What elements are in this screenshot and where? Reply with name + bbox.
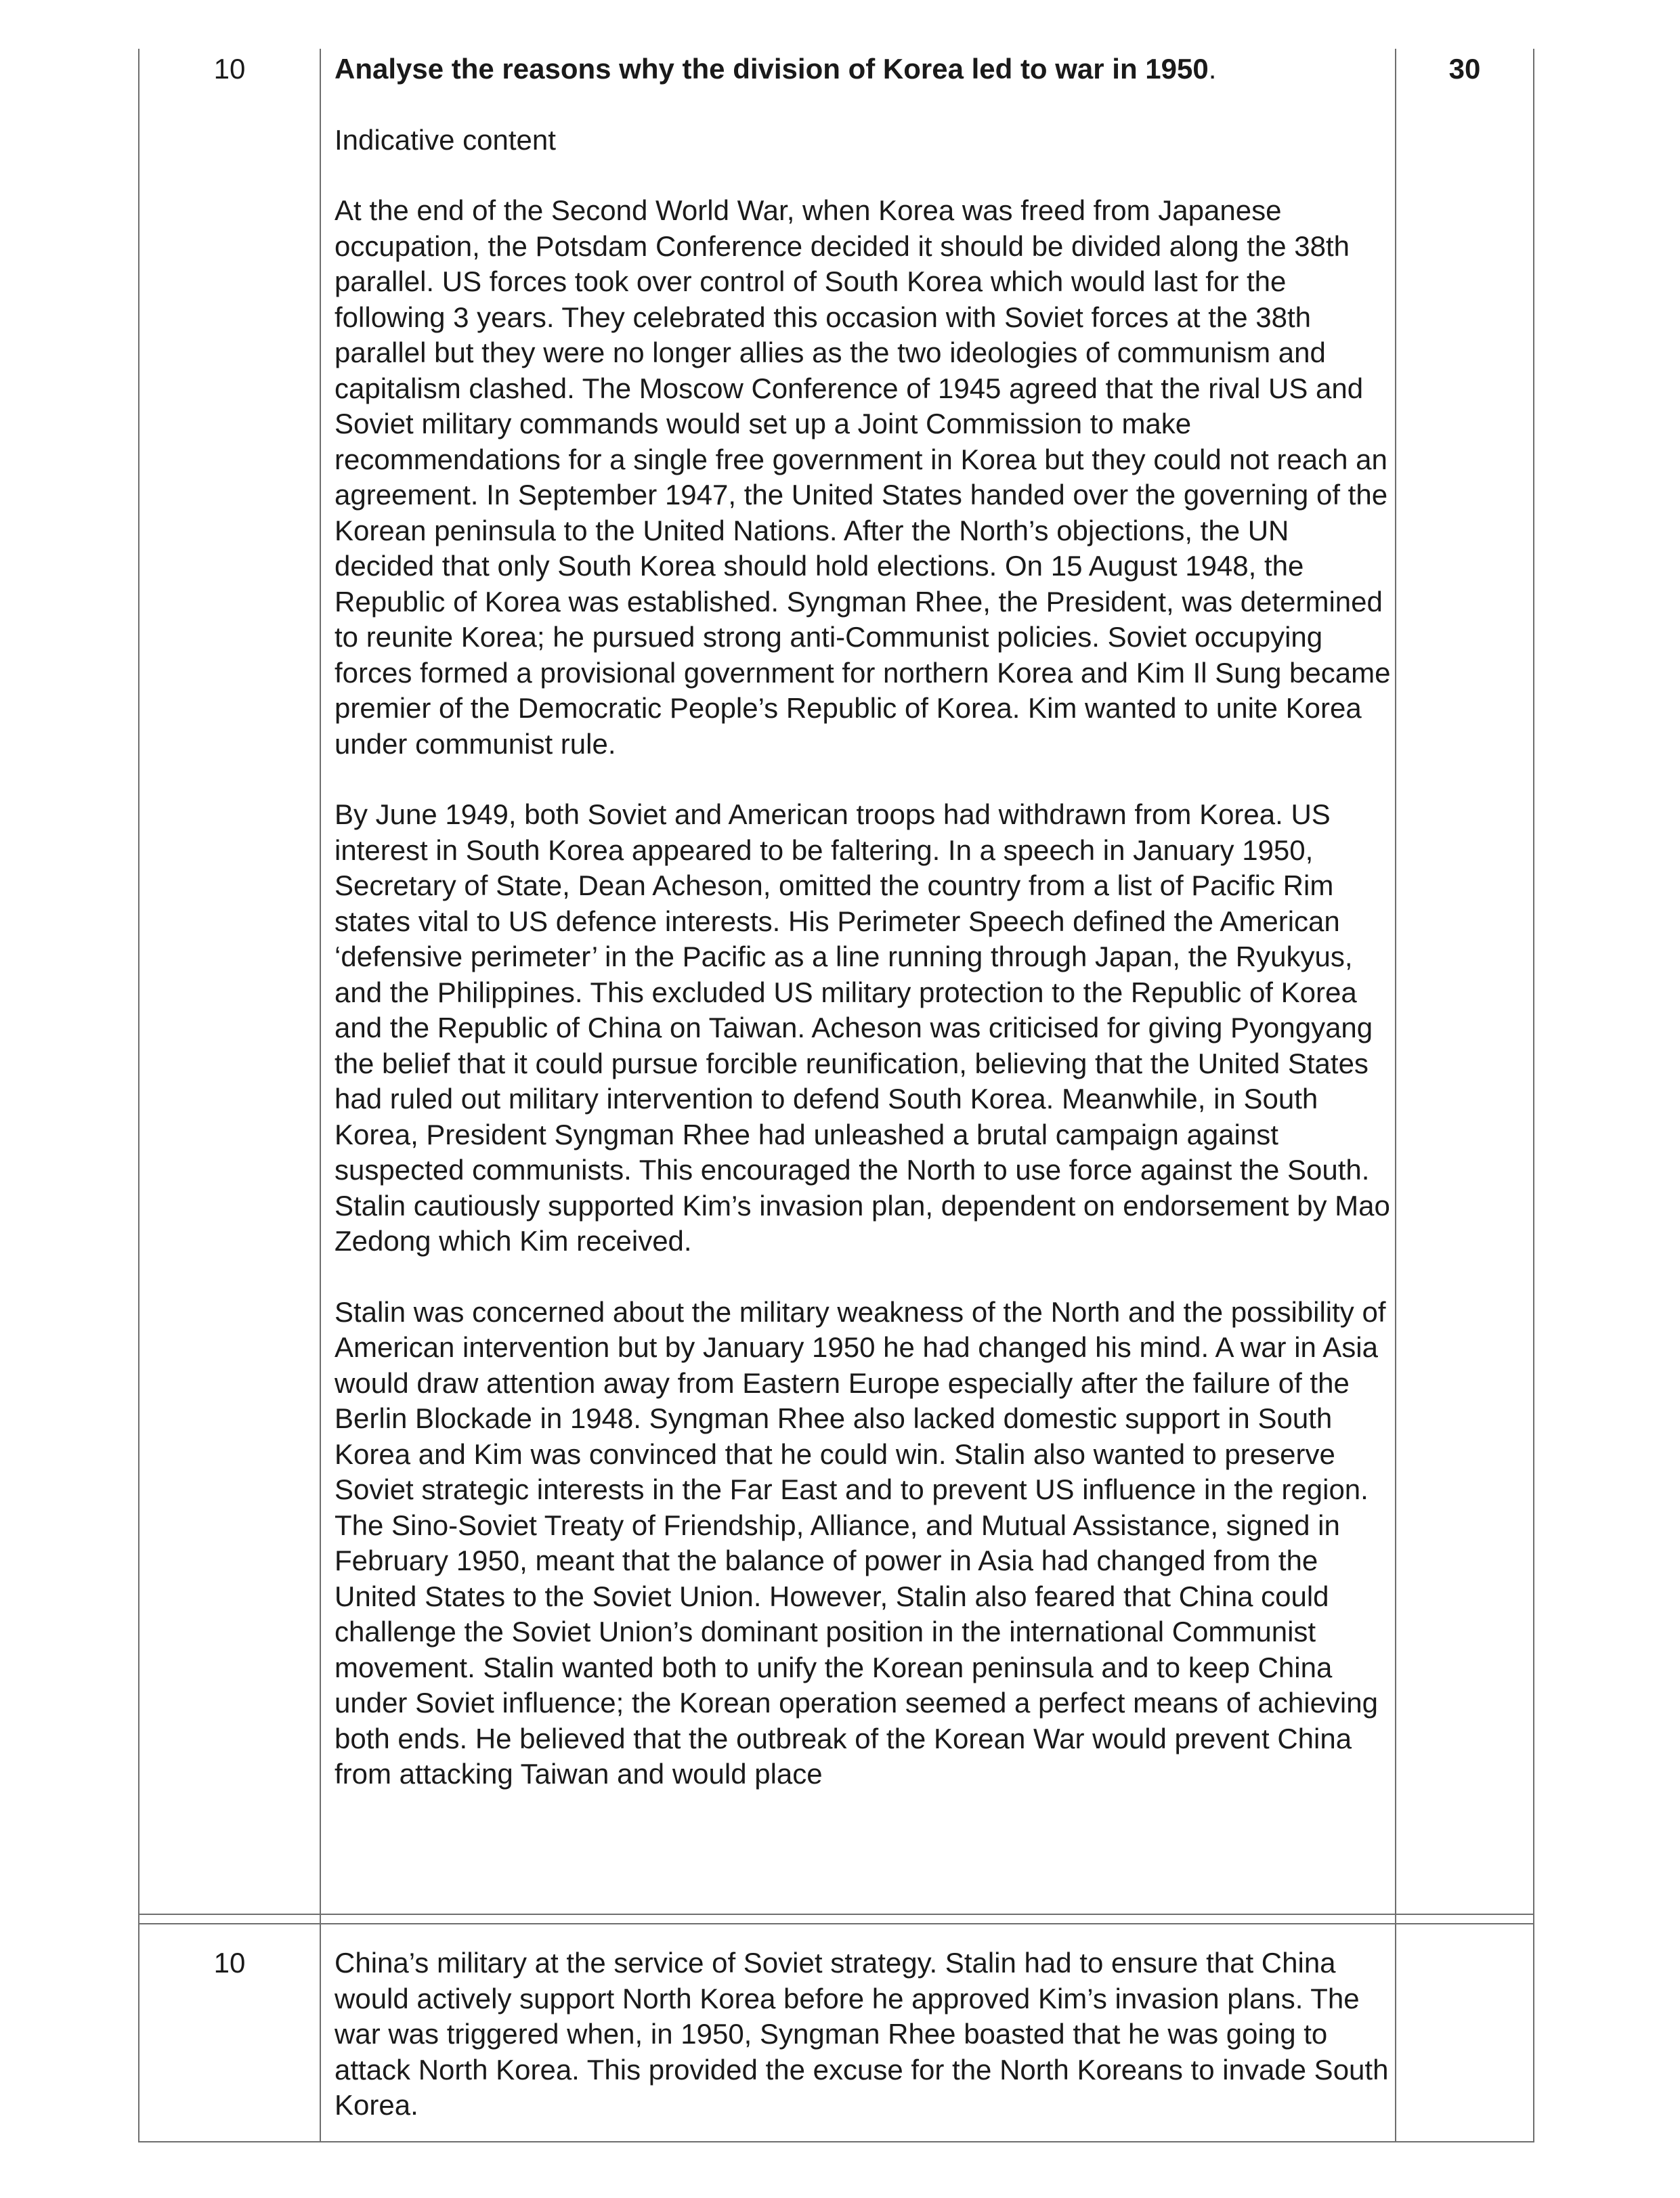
question-title: [335, 51, 1391, 87]
table-border-right: [1533, 49, 1534, 2142]
row-separator-top: [138, 1914, 1534, 1915]
indicative-content-heading: Indicative content: [335, 123, 556, 156]
question-marks: 30: [1448, 53, 1481, 85]
question-number: 10: [213, 1947, 246, 1979]
table-border-bottom: [138, 2141, 1534, 2142]
paragraph: At the end of the Second World War, when Korea was freed from Japanese occupation, the Potsdam Conference decided it should be divided along the 38th parallel. US forces took over control of South Korea which would last for the following 3 years. They celebrated this occasion with Soviet forces at the 38th parallel but they were no longer allies as the two ideologies of communism and capitalism clashed. The Moscow Conference of 1945 agreed that the rival US and Soviet military commands would set up a Joint Commission to make recommendations for a single free government in Korea but they could not reach an agreement. In September 1947, the United States handed over the governing of the Korean peninsula to the United Nations. After the North’s objections, the UN decided that only South Korea should hold elections. On 15 August 1948, the Republic of Korea was established. Syngman Rhee, the President, was determined to reunite Korea; he pursued strong anti-Communist policies. Soviet occupying forces formed a provisional government for northern Korea and Kim Il Sung became premier of the Democratic People’s Republic of Korea. Kim wanted to unite Korea under communist rule.: [335, 194, 1391, 760]
column-divider-1: [320, 49, 321, 2142]
paragraph: Stalin was concerned about the military weakness of the North and the possibility of American intervention but by January 1950 he had changed his mind. A war in Asia would draw attention away from Eastern Europe especially after the failure of the Berlin Blockade in 1948. Syngman Rhee also lacked domestic support in South Korea and Kim was convinced that he could win. Stalin also wanted to preserve Soviet strategic interests in the Far East and to prevent US influence in the region. The Sino-Soviet Treaty of Friendship, Alliance, and Mutual Assistance, signed in February 1950, meant that the balance of power in Asia had changed from the United States to the Soviet Union. However, Stalin also feared that China could challenge the Soviet Union’s dominant position in the international Communist movement. Stalin wanted both to unify the Korean peninsula and to keep China under Soviet influence; the Korean operation seemed a perfect means of achieving both ends. He believed that the outbreak of the Korean War would prevent China from attacking Taiwan and would place: [335, 1295, 1386, 1790]
row-separator-bottom: [138, 1923, 1534, 1924]
table-border-left: [138, 49, 139, 2142]
question-content-continued: [335, 1945, 1391, 2124]
column-divider-2: [1395, 49, 1396, 2142]
question-number: 10: [213, 53, 246, 85]
paragraph: By June 1949, both Soviet and American troops had withdrawn from Korea. US interest in South Korea appeared to be faltering. In a speech in January 1950, Secretary of State, Dean Acheson, omitted the country from a list of Pacific Rim states vital to US defence interests. His Perimeter Speech defined the American ‘defensive perimeter’ in the Pacific as a line running through Japan, the Ryukyus, and the Philippines. This excluded US military protection to the Republic of Korea and the Republic of China on Taiwan. Acheson was criticised for giving Pyongyang the belief that it could pursue forcible reunification, believing that the United States had ruled out military intervention to defend South Korea. Meanwhile, in South Korea, President Syngman Rhee had unleashed a brutal campaign against suspected communists. This encouraged the North to use force against the South. Stalin cautiously supported Kim’s invasion plan, dependent on endorsement by Mao Zedong which Kim received.: [335, 798, 1390, 1257]
question-end: .: [1208, 53, 1217, 85]
question-content: [335, 51, 1391, 1792]
paragraph: China’s military at the service of Soviet strategy. Stalin had to ensure that China would actively support North Korea before he approved Kim’s invasion plans. The war was triggered when, in 1950, Syngman Rhee boasted that he was going to attack North Korea. This provided the excuse for the North Koreans to invade South Korea.: [335, 1947, 1389, 2121]
question-text: Analyse the reasons why the division of Korea led to war in 1950: [335, 53, 1209, 85]
